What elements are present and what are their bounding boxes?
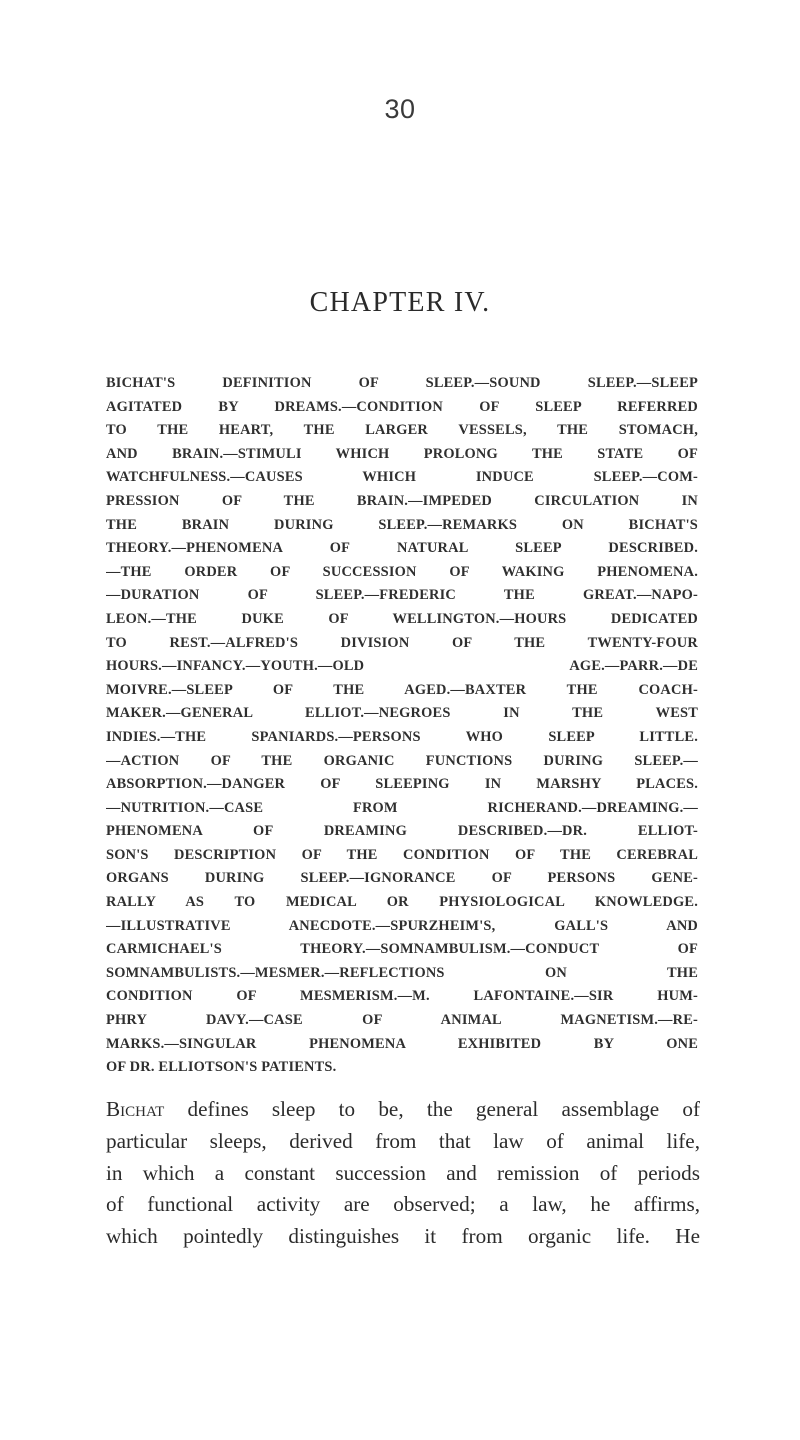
- synopsis-line: HOURS.—INFANCY.—YOUTH.—OLD AGE.—PARR.—DE: [106, 658, 698, 675]
- synopsis-line: INDIES.—THE SPANIARDS.—PERSONS WHO SLEEP LITTLE.: [106, 728, 698, 745]
- chapter-title: CHAPTER IV.: [309, 287, 491, 318]
- synopsis-line: —NUTRITION.—CASE FROM RICHERAND.—DREAMING.—: [106, 799, 698, 816]
- synopsis-line: MARKS.—SINGULAR PHENOMENA EXHIBITED BY ONE: [106, 1035, 698, 1052]
- synopsis-line: CONDITION OF MESMERISM.—M. LAFONTAINE.—SIR HUM-: [106, 988, 698, 1005]
- synopsis-line: OF DR. ELLIOTSON'S PATIENTS.: [106, 1059, 337, 1076]
- synopsis-line: THEORY.—PHENOMENA OF NATURAL SLEEP DESCRIBED.: [106, 540, 698, 557]
- body-line: which pointedly distinguishes it from organic life. He: [106, 1224, 700, 1249]
- body-line: in which a constant succession and remission of periods: [106, 1160, 700, 1185]
- body-paragraph: [106, 1094, 700, 1253]
- synopsis-line: SON'S DESCRIPTION OF THE CONDITION OF THE CEREBRAL: [106, 846, 698, 863]
- body-line: [106, 1094, 700, 1126]
- synopsis-line: AND BRAIN.—STIMULI WHICH PROLONG THE STATE OF: [106, 445, 698, 462]
- synopsis-line: AGITATED BY DREAMS.—CONDITION OF SLEEP REFERRED: [106, 398, 698, 415]
- synopsis-line: SOMNAMBULISTS.—MESMER.—REFLECTIONS ON THE: [106, 964, 698, 981]
- synopsis-line: ORGANS DURING SLEEP.—IGNORANCE OF PERSONS GENE-: [106, 870, 698, 887]
- body-line: particular sleeps, derived from that law of animal life,: [106, 1128, 700, 1153]
- synopsis-line: LEON.—THE DUKE OF WELLINGTON.—HOURS DEDICATED: [106, 610, 698, 627]
- synopsis-line: PRESSION OF THE BRAIN.—IMPEDED CIRCULATION IN: [106, 492, 698, 509]
- synopsis-line: PHENOMENA OF DREAMING DESCRIBED.—DR. ELLIOT-: [106, 823, 698, 840]
- synopsis-line: TO THE HEART, THE LARGER VESSELS, THE STOMACH,: [106, 422, 698, 439]
- synopsis-line: MOIVRE.—SLEEP OF THE AGED.—BAXTER THE COACH-: [106, 681, 698, 698]
- synopsis-line: THE BRAIN DURING SLEEP.—REMARKS ON BICHAT'S: [106, 516, 698, 533]
- first-line-rest: defines sleep to be, the general assemblage of: [164, 1097, 700, 1121]
- body-line: of functional activity are observed; a law, he affirms,: [106, 1192, 700, 1217]
- synopsis-line: RALLY AS TO MEDICAL OR PHYSIOLOGICAL KNOWLEDGE.: [106, 894, 698, 911]
- synopsis-line: PHRY DAVY.—CASE OF ANIMAL MAGNETISM.—RE-: [106, 1012, 698, 1029]
- synopsis-line: TO REST.—ALFRED'S DIVISION OF THE TWENTY-FOUR: [106, 634, 698, 651]
- lead-word: Bichat: [106, 1097, 165, 1121]
- chapter-synopsis: [106, 372, 698, 1080]
- synopsis-line: —DURATION OF SLEEP.—FREDERIC THE GREAT.—NAPO-: [106, 587, 698, 604]
- synopsis-line: WATCHFULNESS.—CAUSES WHICH INDUCE SLEEP.—COM-: [106, 469, 698, 486]
- synopsis-line: —ACTION OF THE ORGANIC FUNCTIONS DURING SLEEP.—: [106, 752, 698, 769]
- synopsis-line: ABSORPTION.—DANGER OF SLEEPING IN MARSHY PLACES.: [106, 776, 698, 793]
- synopsis-line: —ILLUSTRATIVE ANECDOTE.—SPURZHEIM'S, GALL'S AND: [106, 917, 698, 934]
- synopsis-line: MAKER.—GENERAL ELLIOT.—NEGROES IN THE WEST: [106, 705, 698, 722]
- page-number: 30: [384, 94, 416, 124]
- synopsis-line: BICHAT'S DEFINITION OF SLEEP.—SOUND SLEEP.—SLEEP: [106, 375, 698, 391]
- synopsis-line: —THE ORDER OF SUCCESSION OF WAKING PHENOMENA.: [106, 563, 698, 580]
- synopsis-line: CARMICHAEL'S THEORY.—SOMNAMBULISM.—CONDUCT OF: [106, 941, 698, 958]
